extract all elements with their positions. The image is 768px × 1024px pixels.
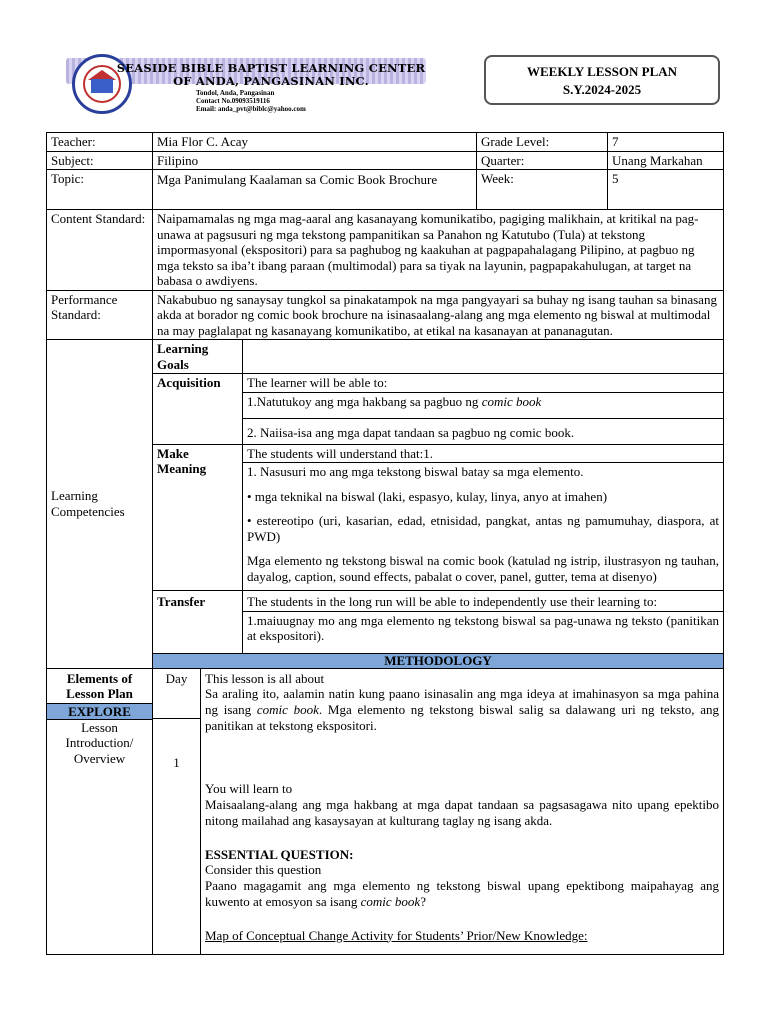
lesson-introduction-label: Lesson Introduction/ Overview bbox=[65, 719, 134, 766]
topic-label: Topic: bbox=[47, 170, 153, 210]
subject-value: Filipino bbox=[153, 151, 477, 170]
explore-label: EXPLORE bbox=[47, 703, 152, 720]
content-standard-text: Naipamamalas ng mga mag-aaral ang kasanayang komunikatibo, pagiging malikhain, at kritikal na pag-unawa at pagsusuri ng mga tekstong pampanitikan sa Panahon ng Katutubo (Tula) at tekstong impormasyonal (ekspositori) para sa paghubog ng kaakuhan at pagpapahalagang Pilipino, at pagbuo ng mga teksto sa iba’t ibang paraan (multimodal) para sa tiyak na layunin, pagpapakahulugan, at target na babasa o awdiyens. bbox=[153, 210, 724, 291]
methodology-header: METHODOLOGY bbox=[153, 653, 724, 668]
make-meaning-bullet-2: • estereotipo (uri, kasarian, edad, etnisidad, pangkat, antas ng pamumuhay, diaspora, at PWD) bbox=[247, 513, 720, 544]
school-contact: Tondol, Anda, Pangasinan Contact No.09093519116 Email: anda_pvt@biblc@yahoo.com bbox=[196, 89, 306, 113]
day-label: Day bbox=[153, 668, 201, 703]
teacher-row bbox=[47, 133, 724, 152]
learning-goals-value bbox=[243, 340, 724, 374]
methodology-body-row bbox=[47, 668, 724, 703]
acquisition-intro: The learner will be able to: bbox=[243, 374, 724, 393]
transfer-label: Transfer bbox=[153, 591, 243, 654]
make-meaning-intro: The students will understand that:1. bbox=[243, 444, 724, 463]
acquisition-item-2: 2. Naiisa-isa ang mga dapat tandaan sa pagbuo ng comic book. bbox=[243, 418, 724, 444]
make-meaning-paragraph: Mga elemento ng tekstong biswal na comic book (katulad ng istrip, ilustrasyon ng tauhan, dayalog, caption, sound effects, pabalat o cover, panel, gutter, tema at disenyo) bbox=[247, 553, 720, 584]
about-label: This lesson is all about bbox=[205, 670, 325, 686]
day-value: 1 bbox=[173, 754, 180, 770]
lesson-plan-table bbox=[46, 132, 724, 955]
make-meaning-body bbox=[243, 463, 724, 591]
performance-standard-row bbox=[47, 290, 724, 340]
learning-goals-row bbox=[47, 340, 724, 374]
subject-row bbox=[47, 151, 724, 170]
lesson-content bbox=[201, 668, 724, 954]
learning-goals-label: Learning Goals bbox=[153, 340, 243, 374]
learn-text: Maisaalang-alang ang mga hakbang at mga dapat tandaan sa pagsasagawa nito upang epektibo nitong mailahad ang kasaysayan at kulturang taglay ng isang akda. bbox=[205, 796, 720, 828]
topic-row bbox=[47, 170, 724, 210]
quarter-value: Unang Markahan bbox=[608, 151, 724, 170]
essential-question-label: ESSENTIAL QUESTION: bbox=[205, 846, 354, 862]
make-meaning-bullet-1: • mga teknikal na biswal (laki, espasyo, kulay, linya, anyo at imahen) bbox=[247, 488, 608, 504]
transfer-intro: The students in the long run will be able to independently use their learning to: bbox=[243, 591, 724, 612]
make-meaning-label: Make Meaning bbox=[153, 444, 243, 591]
conceptual-map-label: Map of Conceptual Change Activity for Students’ Prior/New Knowledge: bbox=[205, 927, 588, 943]
grade-value: 7 bbox=[608, 133, 724, 152]
grade-label: Grade Level: bbox=[477, 133, 608, 152]
learning-competencies-label: Learning Competencies bbox=[47, 340, 153, 669]
school-year: S.Y.2024-2025 bbox=[562, 82, 642, 97]
essential-question-text: Paano magagamit ang mga elemento ng tekstong biswal upang epektibong maipahayag ang kuwento at emosyon sa isang comic book? bbox=[205, 877, 720, 909]
transfer-item-1: 1.maiuugnay mo ang mga elemento ng tekstong biswal sa pag-unawa ng teksto (panitikan at ekspositori). bbox=[243, 611, 724, 653]
plan-title-box bbox=[484, 55, 720, 105]
performance-standard-text: Nakabubuo ng sanaysay tungkol sa pinakatampok na mga pangyayari sa buhay ng isang tauhan sa binasang akda at borador ng comic book brochure na isinasaalang-alang ang mga elemento ng biswal at multimodal na may paglalapat ng kasanayang komunikatibo, at etikal na kasanayan at pananagutan. bbox=[153, 290, 724, 340]
content-standard-row bbox=[47, 210, 724, 291]
teacher-label: Teacher: bbox=[47, 133, 153, 152]
elements-label: Elements of Lesson Plan bbox=[47, 668, 153, 703]
explore-cell bbox=[47, 703, 153, 955]
plan-title: WEEKLY LESSON PLAN bbox=[526, 64, 678, 79]
acquisition-label: Acquisition bbox=[153, 374, 243, 445]
quarter-label: Quarter: bbox=[477, 151, 608, 170]
school-name: SEASIDE BIBLE BAPTIST LEARNING CENTER OF ANDA, PANGASINAN INC. bbox=[116, 61, 426, 88]
day-cell bbox=[153, 703, 201, 955]
week-label: Week: bbox=[477, 170, 608, 210]
acquisition-item-1: 1.Natutukoy ang mga hakbang sa pagbuo ng comic book bbox=[243, 392, 724, 418]
week-value: 5 bbox=[608, 170, 724, 210]
learn-label: You will learn to bbox=[205, 781, 293, 796]
content-standard-label: Content Standard: bbox=[47, 210, 153, 291]
make-meaning-point-1: 1. Nasusuri mo ang mga tekstong biswal batay sa mga elemento. bbox=[247, 464, 584, 479]
subject-label: Subject: bbox=[47, 151, 153, 170]
school-logo-banner bbox=[66, 52, 426, 118]
performance-standard-label: Performance Standard: bbox=[47, 290, 153, 340]
essential-question-consider: Consider this question bbox=[205, 862, 322, 877]
topic-value: Mga Panimulang Kaalaman sa Comic Book Brochure bbox=[153, 170, 477, 210]
teacher-value: Mia Flor C. Acay bbox=[153, 133, 477, 152]
about-text: Sa araling ito, aalamin natin kung paano isinasalin ang mga ideya at imahinasyon sa mga pahina ng isang comic book. Mga elemento ng tekstong biswal salig sa dalawang uri ng teksto, ang panitikan at tekstong ekspositori. bbox=[205, 686, 720, 733]
